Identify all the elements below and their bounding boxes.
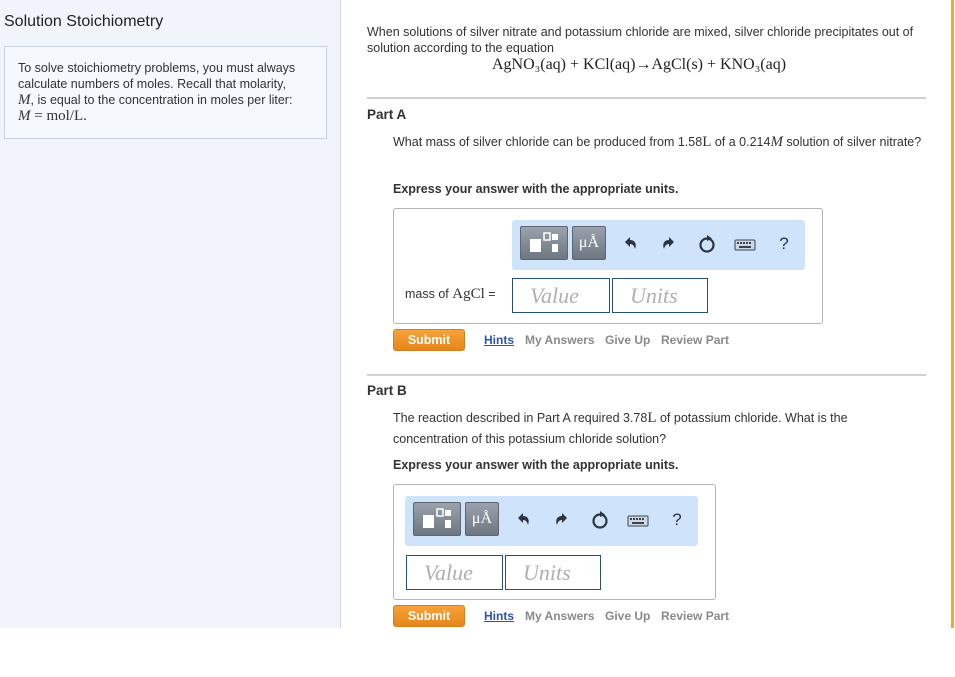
part-b-units-input[interactable]: Units — [505, 555, 601, 590]
part-b-q-text-1: The reaction described in Part A required 3.78 — [393, 411, 648, 425]
reaction-equation: AgNO₃(aq) + KCl(aq)→AgCl(s) + KNO₃(aq) — [492, 56, 787, 73]
part-b-review-part-link[interactable]: Review Part — [661, 609, 730, 623]
part-a-q-text-3: solution of silver nitrate? — [782, 135, 922, 149]
part-a-unit-molar: M — [770, 134, 783, 150]
part-b-submit-button[interactable]: Submit — [393, 605, 465, 627]
label-suffix: = — [484, 287, 496, 301]
template-icon[interactable] — [413, 502, 461, 536]
units-icon[interactable]: μÅ — [465, 502, 499, 536]
part-a-submit-button[interactable]: Submit — [393, 329, 465, 351]
molarity-variable: M — [18, 92, 31, 108]
part-b-question — [393, 408, 883, 450]
info-box — [4, 46, 327, 139]
units-icon[interactable]: μÅ — [572, 226, 606, 260]
part-a-value-input[interactable]: Value — [512, 278, 610, 313]
part-b-answer-box — [393, 484, 716, 600]
part-b-q-text-2: of potassium chloride. What is the concentration of this potassium chloride solution? — [393, 411, 848, 446]
info-line-2: calculate numbers of moles. Recall that molarity, — [18, 77, 286, 91]
part-a-title: Part A — [367, 107, 407, 122]
redo-icon[interactable] — [552, 509, 572, 531]
sidebar — [0, 0, 341, 628]
keyboard-icon[interactable] — [627, 509, 649, 531]
part-a-q-text-2: of a 0.214 — [711, 135, 771, 149]
undo-icon[interactable] — [620, 233, 640, 255]
part-a-q-text-1: What mass of silver chloride can be produced from 1.58 — [393, 135, 703, 149]
right-accent-bar — [951, 0, 954, 628]
molarity-formula: = mol/L. — [30, 108, 87, 124]
info-line-3-text: , is equal to the concentration in moles per liter: — [30, 93, 293, 107]
label-prefix: mass of — [405, 287, 453, 301]
info-line-4 — [18, 108, 316, 124]
molarity-formula-variable: M — [18, 108, 31, 124]
label-formula: AgCl — [452, 286, 485, 302]
part-b-hints-link[interactable]: Hints — [484, 609, 514, 623]
part-a-answer-label — [405, 286, 496, 303]
part-b-unit-liters: L — [647, 410, 657, 426]
part-a-question — [393, 132, 923, 153]
divider — [367, 374, 926, 376]
reset-icon[interactable] — [590, 509, 610, 531]
part-b-title: Part B — [367, 383, 407, 398]
keyboard-icon[interactable] — [734, 233, 756, 255]
help-icon[interactable]: ? — [672, 510, 682, 529]
part-a-my-answers-link[interactable]: My Answers — [525, 333, 595, 347]
reset-icon[interactable] — [697, 233, 717, 255]
part-b-value-input[interactable]: Value — [406, 555, 503, 590]
part-a-unit-liters: L — [702, 134, 712, 150]
info-line-1: To solve stoichiometry problems, you must always — [18, 61, 296, 75]
undo-icon[interactable] — [513, 509, 533, 531]
part-a-answer-box — [393, 208, 823, 324]
redo-icon[interactable] — [659, 233, 679, 255]
part-b-give-up-link[interactable]: Give Up — [605, 609, 651, 623]
part-b-instruction: Express your answer with the appropriate units. — [393, 458, 679, 472]
template-icon[interactable] — [520, 226, 568, 260]
part-a-instruction: Express your answer with the appropriate units. — [393, 182, 679, 196]
part-b-my-answers-link[interactable]: My Answers — [525, 609, 595, 623]
divider — [367, 97, 926, 99]
part-a-review-part-link[interactable]: Review Part — [661, 333, 730, 347]
info-line-3 — [18, 92, 316, 108]
part-a-units-input[interactable]: Units — [612, 278, 708, 313]
part-b-toolbar — [405, 496, 698, 546]
sidebar-title: Solution Stoichiometry — [4, 13, 164, 30]
part-a-toolbar — [512, 220, 805, 270]
part-a-give-up-link[interactable]: Give Up — [605, 333, 651, 347]
problem-intro: When solutions of silver nitrate and potassium chloride are mixed, silver chloride precipitates out of solution according to the equation — [367, 25, 914, 55]
help-icon[interactable]: ? — [779, 234, 789, 253]
part-a-hints-link[interactable]: Hints — [484, 333, 514, 347]
